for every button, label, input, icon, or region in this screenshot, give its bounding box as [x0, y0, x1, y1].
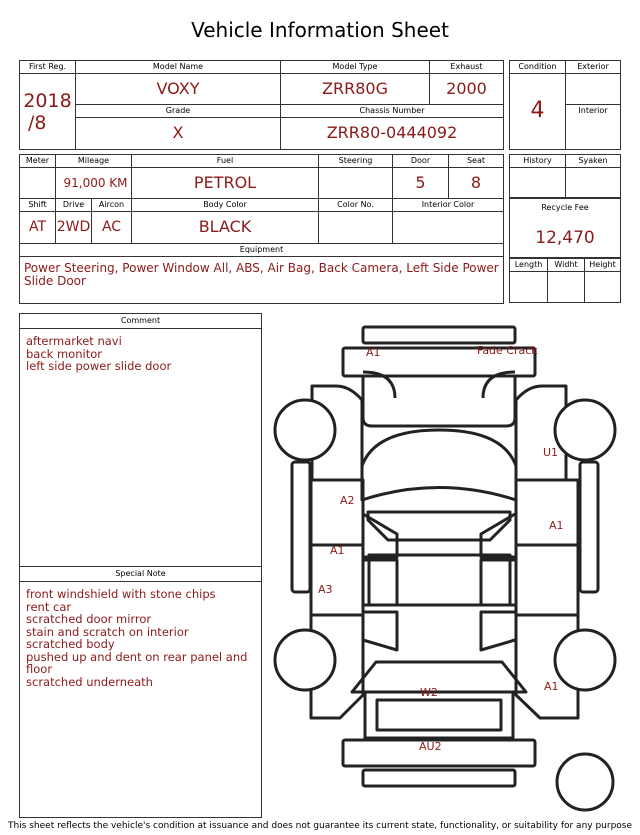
- condition-cell: [510, 61, 566, 149]
- right-front-door-part: [516, 480, 578, 545]
- exhaust-cell: [430, 61, 503, 105]
- special-note-line: rent car: [26, 599, 72, 614]
- body-color-value: BLACK: [198, 217, 252, 236]
- comment-label: Comment: [20, 314, 261, 329]
- roof-part: [368, 512, 510, 540]
- chassis-number-label: Chassis Number: [281, 105, 503, 118]
- right-mirror-part: [580, 462, 598, 592]
- fuel-cell: [132, 155, 319, 199]
- comment-line: aftermarket navi: [26, 334, 122, 348]
- left-front-wheel: [275, 400, 335, 460]
- exterior-cell: [566, 61, 620, 105]
- history-box: [509, 154, 621, 198]
- seat-value: 8: [470, 173, 482, 192]
- condition-value: 4: [530, 98, 545, 123]
- right-quarter-window-part: [481, 612, 515, 650]
- model-type-label: Model Type: [281, 61, 429, 74]
- special-note-box: [19, 566, 262, 818]
- door-cell: [393, 155, 449, 199]
- left-front-door-part: [311, 480, 363, 545]
- model-name-value: VOXY: [156, 79, 200, 98]
- height-cell: [585, 259, 620, 302]
- dimensions-box: [509, 258, 621, 303]
- equipment-value: Power Steering, Power Window All, ABS, Air Bag, Back Camera, Left Side Power Slide Door: [24, 261, 499, 288]
- first-reg-label: First Reg.: [20, 61, 75, 74]
- first-reg-month: /8: [28, 112, 47, 134]
- recycle-fee-box: [509, 198, 621, 258]
- recycle-fee-label: Recycle Fee: [541, 203, 589, 212]
- special-note-line: scratched underneath: [26, 674, 153, 689]
- interior-color-cell: [393, 199, 503, 243]
- exterior-label: Exterior: [566, 61, 620, 74]
- equipment-label: Equipment: [20, 244, 503, 257]
- right-rear-wheel: [555, 630, 615, 690]
- model-type-value: ZRR80G: [322, 79, 388, 98]
- left-quarter-window-part: [363, 612, 397, 650]
- fuel-value: PETROL: [193, 173, 257, 192]
- drive-label: Drive: [56, 199, 91, 212]
- windshield-part: [362, 430, 516, 500]
- sheet-title: Vehicle Information Sheet: [191, 18, 449, 42]
- main-info-table-top: [19, 60, 504, 150]
- color-no-cell: [319, 199, 393, 243]
- model-name-label: Model Name: [76, 61, 280, 74]
- height-label: Height: [585, 259, 620, 272]
- condition-box: [509, 60, 621, 150]
- equipment-cell: [20, 243, 503, 303]
- aircon-cell: [92, 199, 132, 243]
- history-label: History: [510, 155, 565, 168]
- length-label: Length: [510, 259, 547, 272]
- special-note-text: [20, 582, 261, 688]
- disclaimer-footer: This sheet reflects the vehicle's condition at issuance and does not guarantee its current state, functionality, or suitability for any purpose: [7, 821, 633, 831]
- mileage-value: 91,000 KM: [63, 176, 128, 190]
- seat-label: Seat: [449, 155, 503, 168]
- left-rear-wheel: [275, 630, 335, 690]
- roof-panel-part: [369, 555, 510, 605]
- special-note-line: stain and scratch on interior: [26, 624, 189, 639]
- right-rear-door-part: [516, 545, 578, 615]
- interior-label: Interior: [578, 106, 608, 115]
- car-damage-diagram: [268, 318, 634, 818]
- damage-mark-left-front-door: A2: [340, 494, 355, 507]
- spare-tire: [557, 754, 613, 810]
- shift-label: Shift: [20, 199, 55, 212]
- damage-mark-front-bumper: A1: [366, 346, 381, 359]
- grade-value: X: [172, 123, 184, 142]
- meter-cell: [20, 155, 56, 199]
- grade-cell: [76, 105, 281, 149]
- damage-mark-left-pillar: A1: [330, 544, 345, 557]
- length-cell: [510, 259, 548, 302]
- steering-cell: [319, 155, 393, 199]
- shift-cell: [20, 199, 56, 243]
- syaken-cell: [566, 155, 620, 197]
- mileage-cell: [56, 155, 132, 199]
- comment-text: [20, 329, 261, 373]
- front-bumper-top-part: [363, 327, 515, 343]
- chassis-number-cell: [281, 105, 503, 149]
- special-note-line: scratched body: [26, 637, 115, 651]
- special-note-line: front windshield with stone chips: [26, 587, 216, 601]
- body-color-label: Body Color: [132, 199, 318, 212]
- left-mirror-part: [292, 462, 310, 592]
- exhaust-value: 2000: [446, 79, 487, 98]
- hood-part: [363, 376, 515, 426]
- condition-label: Condition: [510, 61, 565, 74]
- special-note-line: scratched door mirror: [26, 612, 152, 626]
- aircon-label: Aircon: [92, 199, 131, 212]
- special-note-label: Special Note: [20, 567, 261, 582]
- color-no-label: Color No.: [319, 199, 392, 212]
- drive-cell: [56, 199, 92, 243]
- recycle-fee-value: 12,470: [535, 228, 595, 248]
- main-info-table-bottom: [19, 154, 504, 304]
- drive-value: 2WD: [56, 219, 91, 235]
- fuel-label: Fuel: [132, 155, 318, 168]
- meter-label: Meter: [20, 155, 55, 168]
- tailgate-inner: [377, 700, 501, 730]
- special-note-line: pushed up and dent on rear panel and floor: [26, 649, 248, 676]
- model-name-cell: [76, 61, 281, 105]
- history-cell: [510, 155, 566, 197]
- damage-note-front: Fade Crack: [477, 344, 538, 357]
- first-reg-cell: [20, 61, 76, 149]
- syaken-label: Syaken: [566, 155, 620, 168]
- shift-value: AT: [28, 219, 47, 235]
- damage-mark-front-right-fender: U1: [543, 446, 559, 459]
- width-cell: [548, 259, 585, 302]
- first-reg-year: 2018: [23, 90, 72, 112]
- steering-label: Steering: [319, 155, 392, 168]
- door-label: Door: [393, 155, 448, 168]
- interior-cell: [566, 105, 620, 149]
- rear-window-part: [352, 662, 526, 692]
- mileage-label: Mileage: [56, 155, 131, 168]
- body-color-cell: [132, 199, 319, 243]
- comment-box: [19, 313, 262, 567]
- interior-color-label: Interior Color: [393, 199, 503, 212]
- comment-line: left side power slide door: [26, 359, 172, 373]
- exhaust-label: Exhaust: [430, 61, 503, 74]
- aircon-value: AC: [101, 219, 122, 235]
- damage-mark-left-rear-door: A3: [318, 583, 333, 596]
- comment-line: back monitor: [26, 346, 102, 361]
- damage-mark-right-rear-fender: A1: [544, 680, 559, 693]
- door-value: 5: [415, 173, 426, 192]
- model-type-cell: [281, 61, 430, 105]
- rear-bumper-bottom-part: [363, 770, 515, 786]
- damage-mark-rear-bumper: AU2: [419, 740, 442, 753]
- right-front-wheel: [555, 400, 615, 460]
- damage-mark-rear-panel: W2: [420, 686, 438, 699]
- seat-cell: [449, 155, 503, 199]
- grade-label: Grade: [76, 105, 280, 118]
- chassis-number-value: ZRR80-0444092: [326, 123, 458, 142]
- damage-mark-right-door: A1: [549, 519, 564, 532]
- width-label: Widht: [548, 259, 584, 272]
